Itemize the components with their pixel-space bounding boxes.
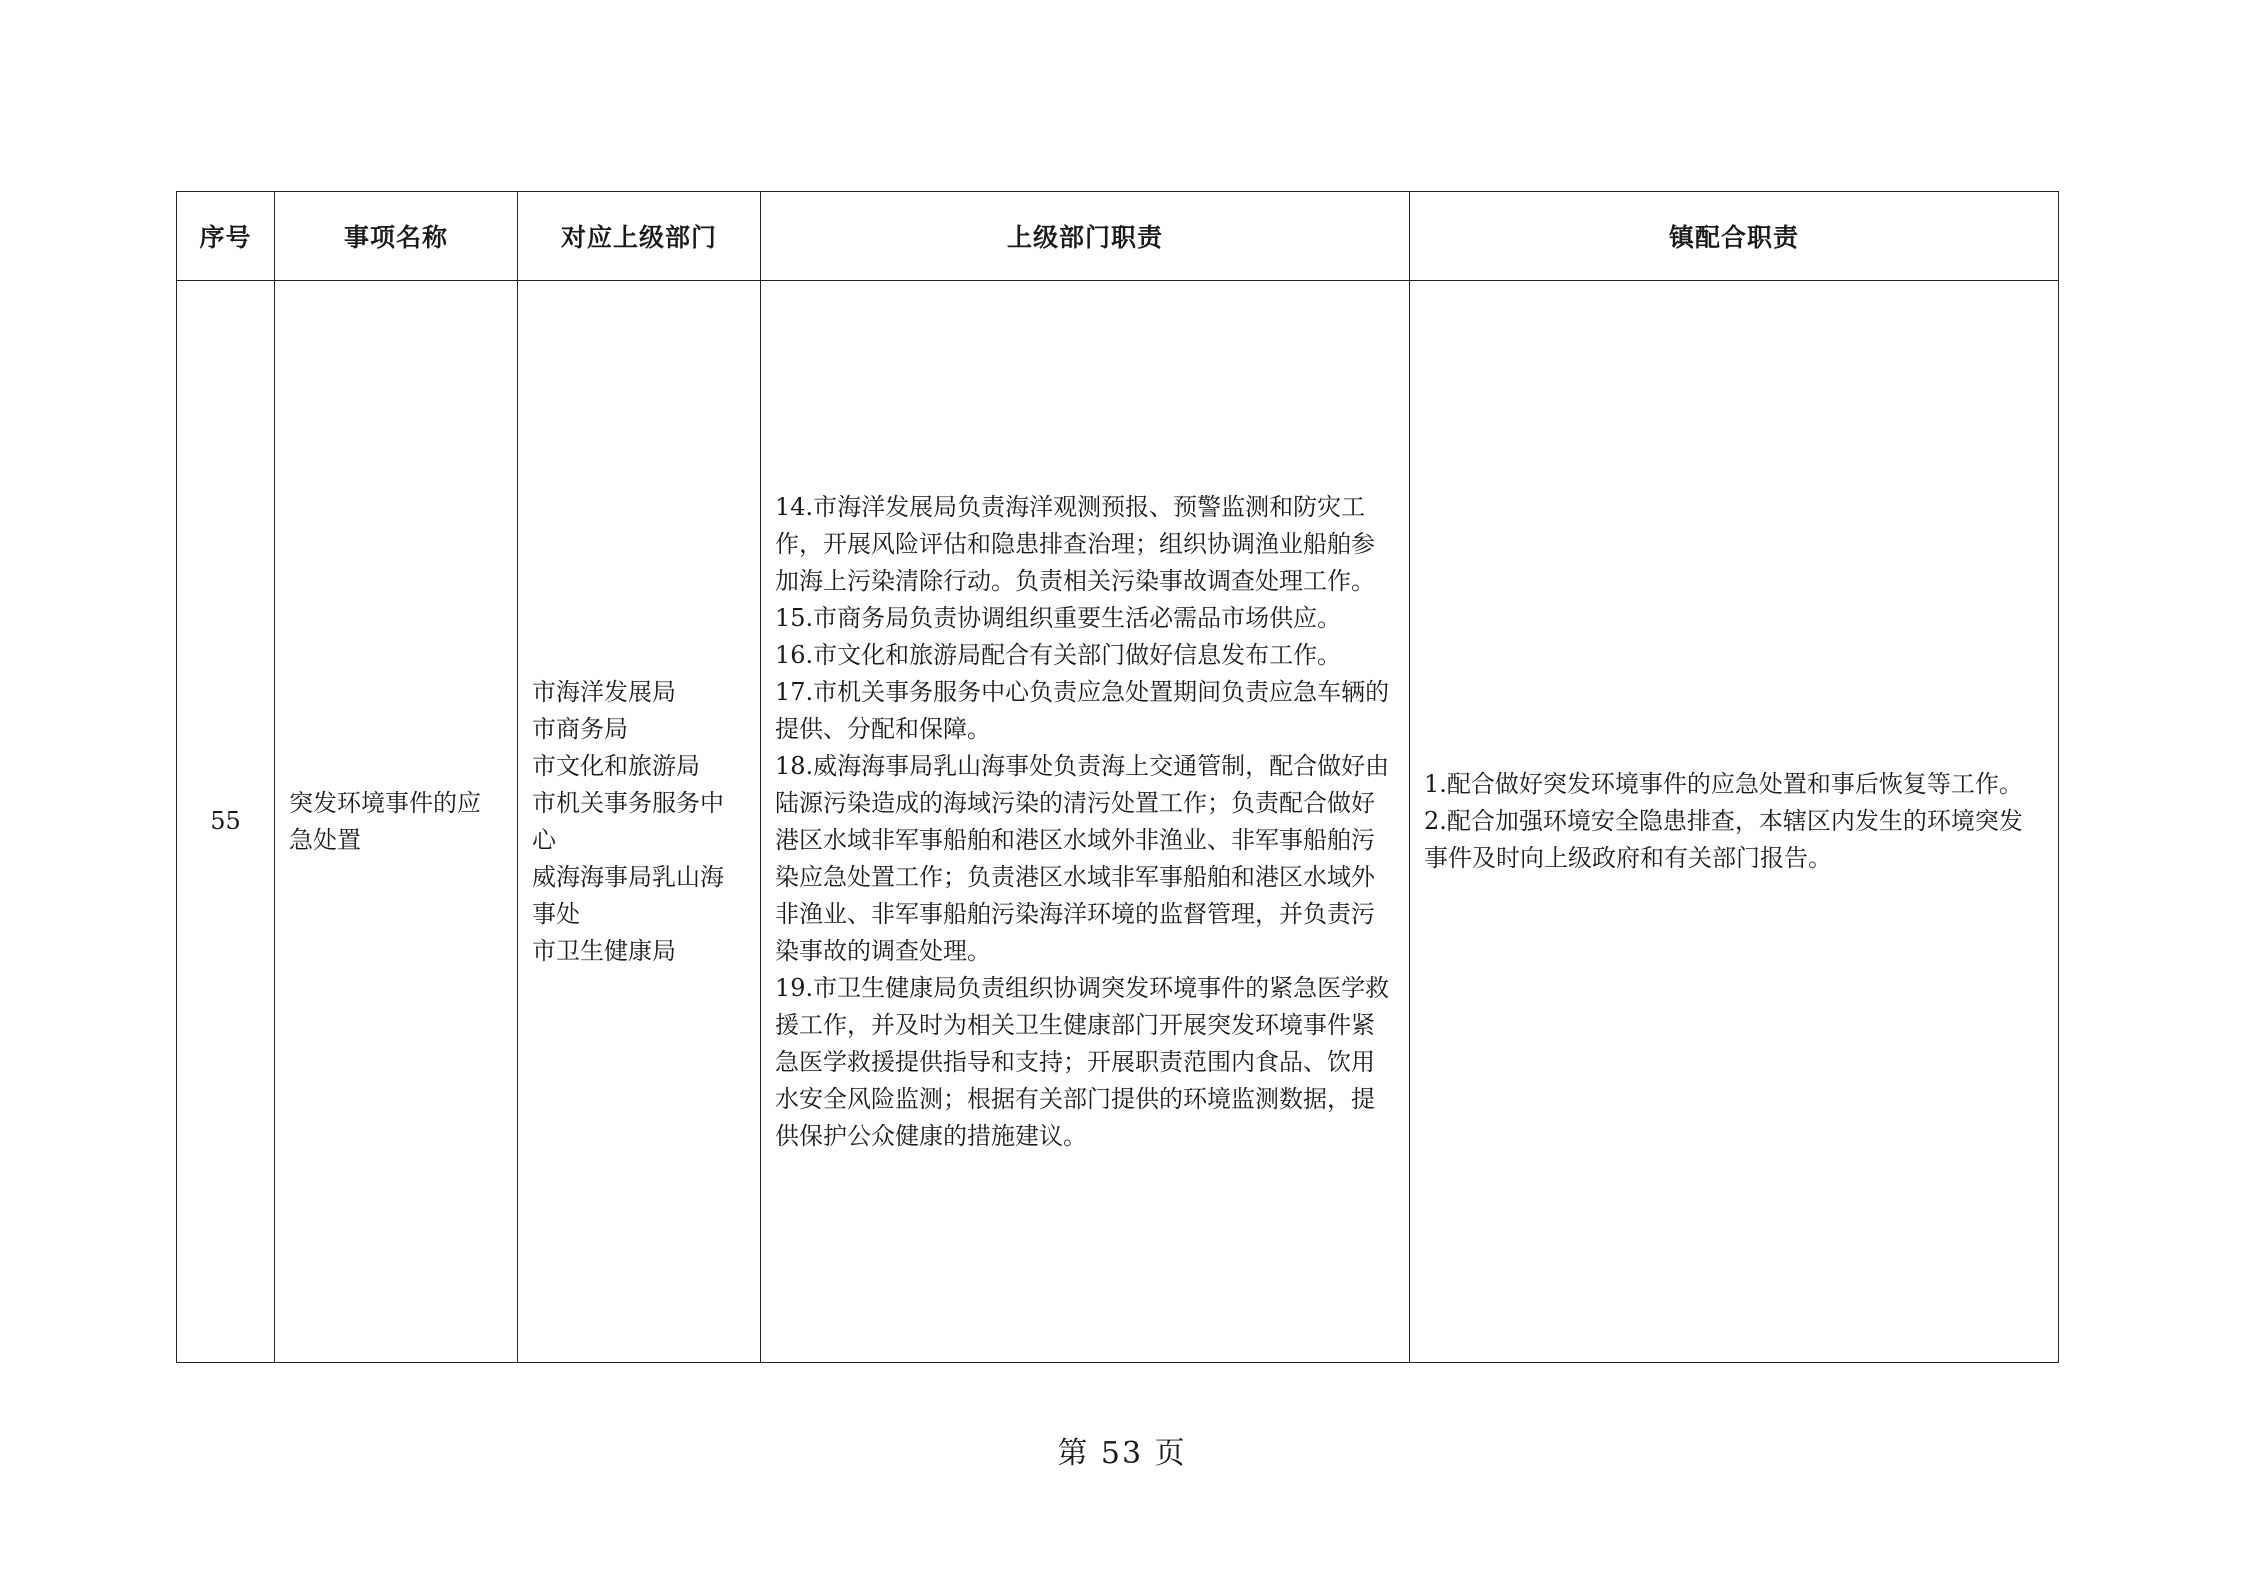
duty-item: 18.威海海事局乳山海事处负责海上交通管制，配合做好由陆源污染造成的海域污染的清污处置工作；负责配合做好港区水域非军事船舶和港区水域外非渔业、非军事船舶污染应急处置工作；负责港区水域非军事船舶和港区水域外非渔业、非军事船舶污染海洋环境的监督管理，并负责污染事故的调查处理。: [775, 751, 1390, 965]
responsibility-table: [176, 191, 2059, 1363]
cell-superior-duties: [761, 281, 1410, 1363]
cell-departments: [518, 281, 761, 1363]
department-item: 市文化和旅游局: [532, 751, 700, 780]
department-item: 市卫生健康局: [532, 936, 676, 965]
header-duty: 上级部门职责: [761, 192, 1410, 281]
table-row: [177, 281, 2059, 1363]
duty-item: 15.市商务局负责协调组织重要生活必需品市场供应。: [775, 603, 1342, 632]
department-item: 市机关事务服务中心: [532, 788, 724, 854]
town-duty-item: 2.配合加强环境安全隐患排查，本辖区内发生的环境突发事件及时向上级政府和有关部门报告。: [1424, 807, 2023, 872]
table-header-row: [177, 192, 2059, 281]
header-dept: 对应上级部门: [518, 192, 761, 281]
cell-item-name: 突发环境事件的应急处置: [275, 281, 518, 1363]
department-item: 威海海事局乳山海事处: [532, 862, 724, 928]
department-item: 市海洋发展局: [532, 677, 676, 706]
town-duty-item: 1.配合做好突发环境事件的应急处置和事后恢复等工作。: [1424, 770, 2023, 798]
cell-town-duties: [1410, 281, 2059, 1363]
cell-seq: 55: [177, 281, 275, 1363]
duty-item: 17.市机关事务服务中心负责应急处置期间负责应急车辆的提供、分配和保障。: [775, 677, 1390, 743]
header-seq: 序号: [177, 192, 275, 281]
header-town: 镇配合职责: [1410, 192, 2059, 281]
department-item: 市商务局: [532, 714, 628, 743]
header-name: 事项名称: [275, 192, 518, 281]
duty-item: 16.市文化和旅游局配合有关部门做好信息发布工作。: [775, 640, 1342, 669]
duty-item: 14.市海洋发展局负责海洋观测预报、预警监测和防灾工作，开展风险评估和隐患排查治理；组织协调渔业船舶参加海上污染清除行动。负责相关污染事故调查处理工作。: [775, 492, 1375, 595]
duty-item: 19.市卫生健康局负责组织协调突发环境事件的紧急医学救援工作，并及时为相关卫生健康部门开展突发环境事件紧急医学救援提供指导和支持；开展职责范围内食品、饮用水安全风险监测；根据有关部门提供的环境监测数据，提供保护公众健康的措施建议。: [775, 973, 1390, 1150]
page-number: 第 53 页: [1057, 1436, 1187, 1471]
